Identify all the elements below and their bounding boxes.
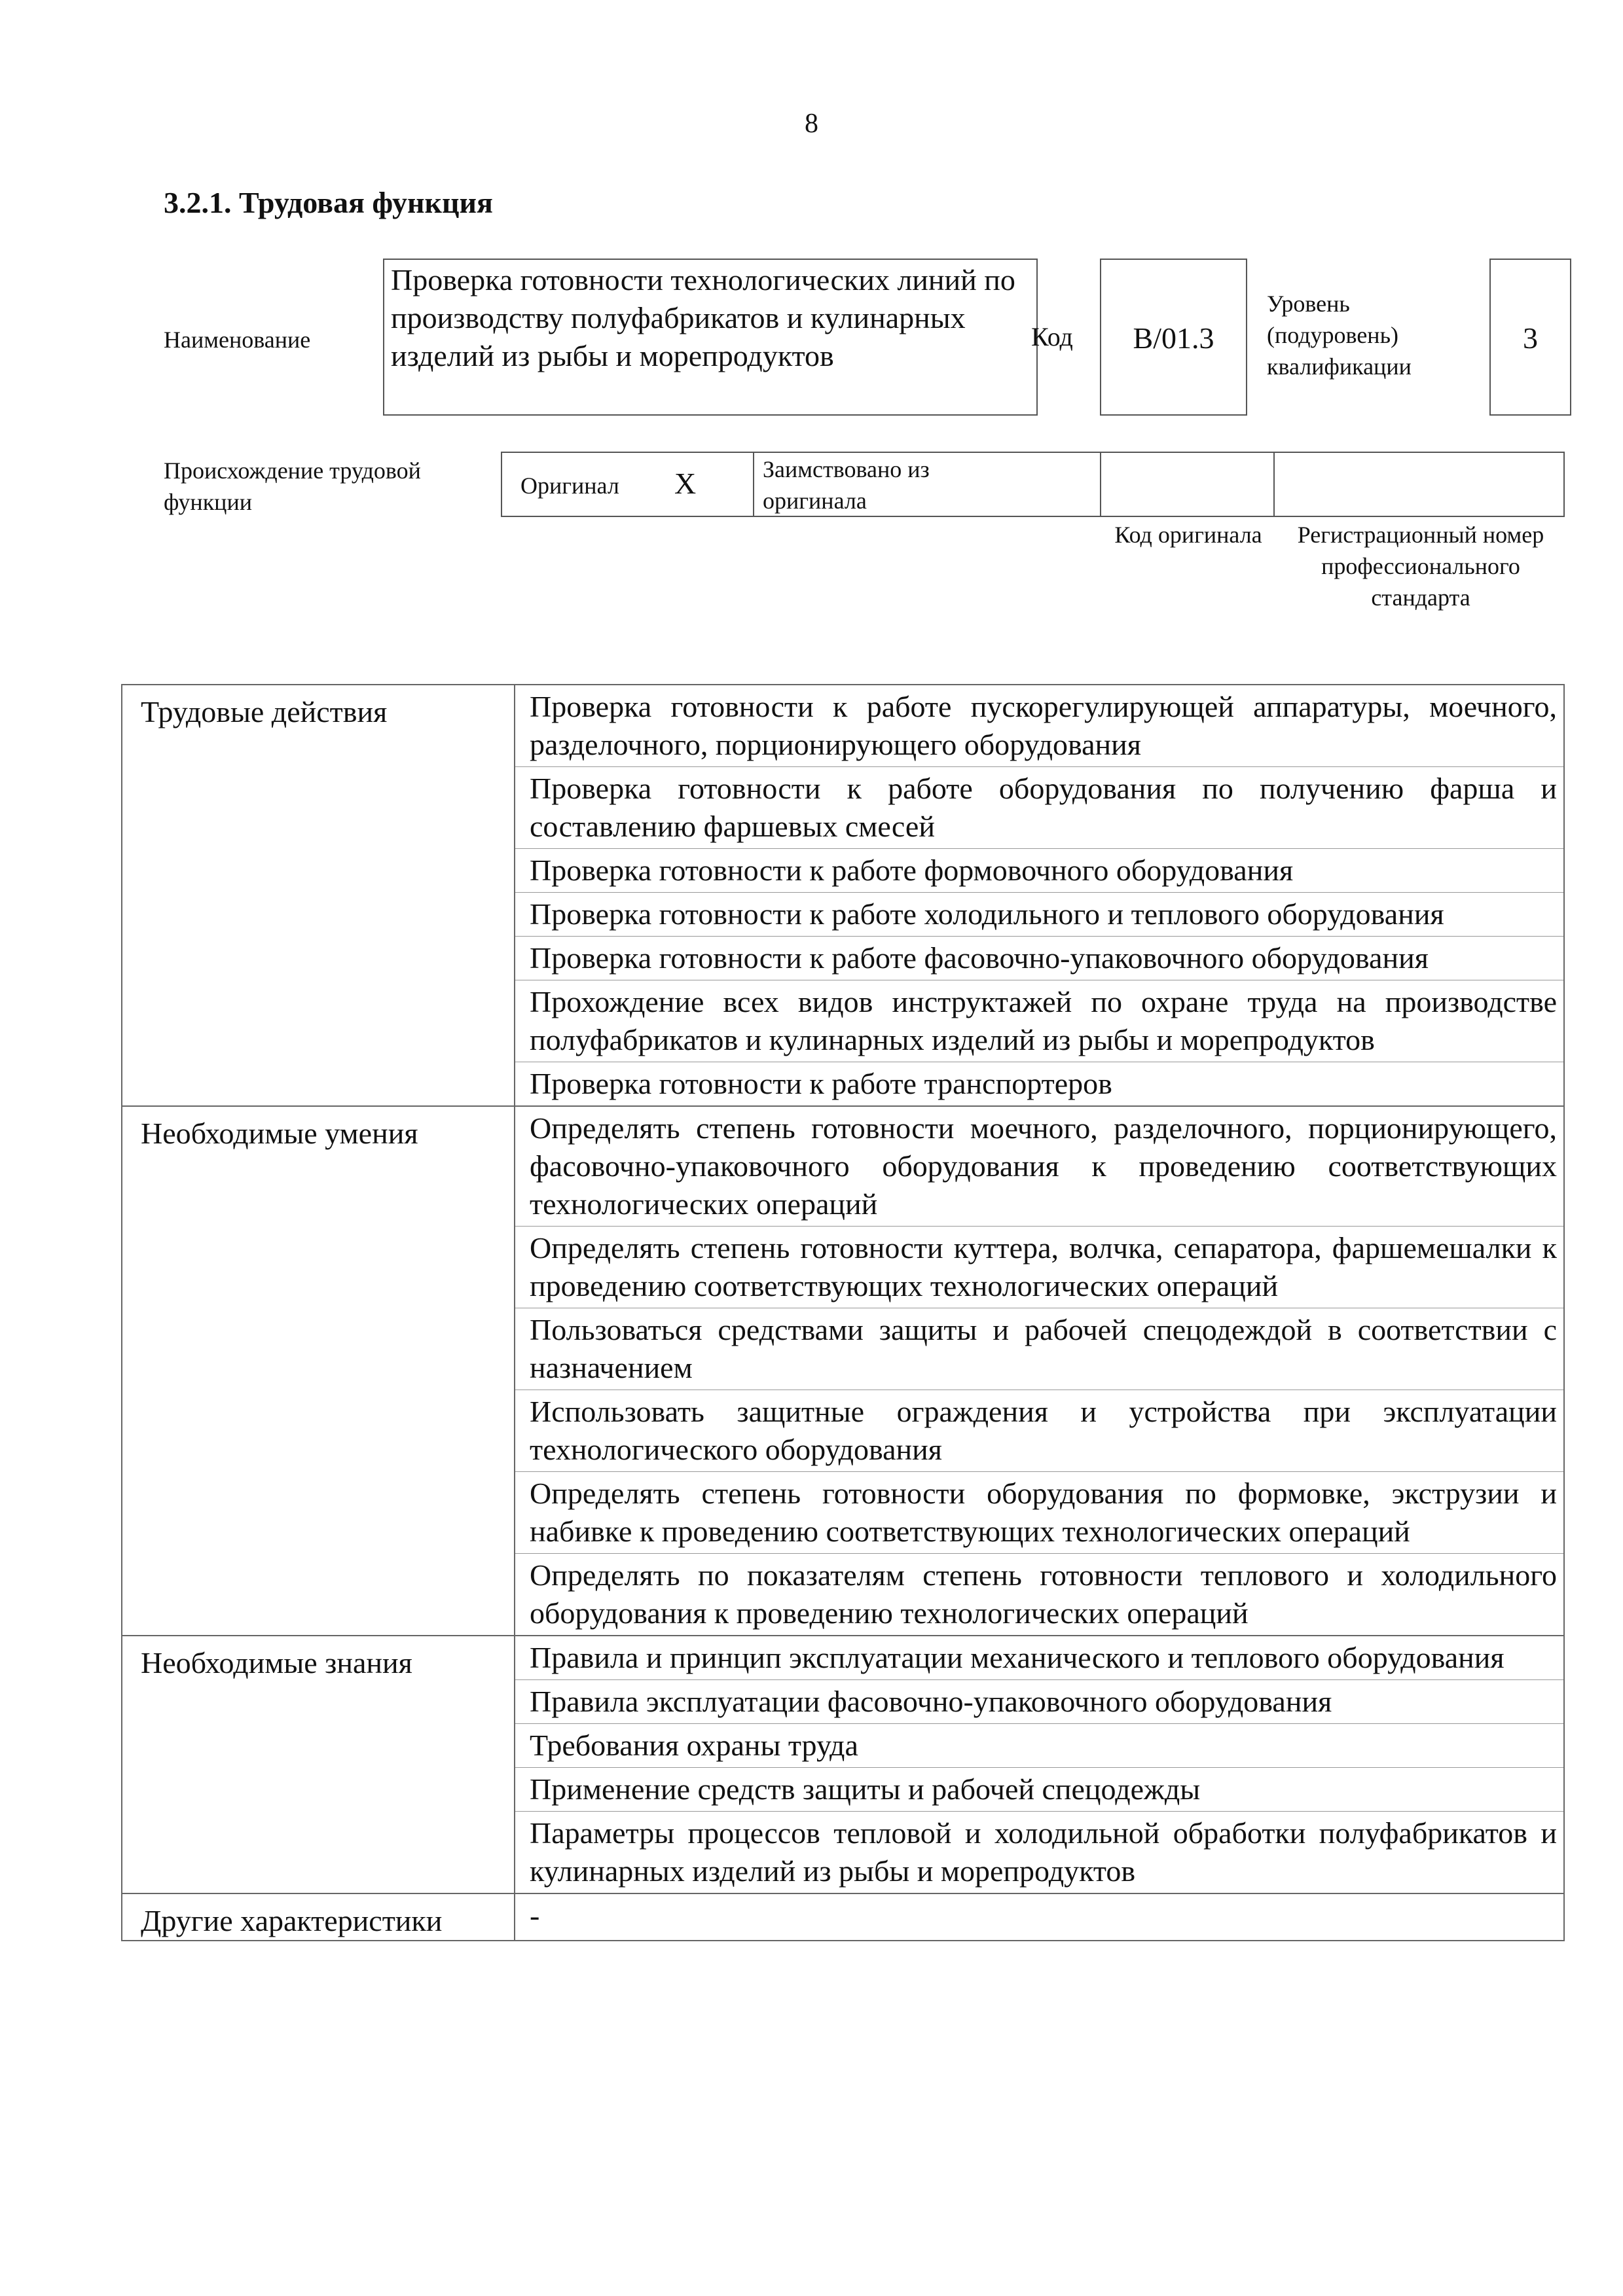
code-value: B/01.3: [1100, 259, 1247, 416]
page-number: 8: [805, 109, 818, 139]
list-item: Проверка готовности к работе формовочного оборудования: [515, 849, 1563, 893]
section-row: [122, 1106, 1564, 1636]
section-items: [515, 685, 1564, 1106]
original-mark: X: [674, 467, 697, 500]
borrowed-label: Заимствовано из оригинала: [763, 456, 930, 514]
section-label: Необходимые умения: [122, 1106, 515, 1636]
code-original-caption: Код оригинала: [1114, 522, 1262, 548]
section-row: [122, 685, 1564, 1106]
list-item: Пользоваться средствами защиты и рабочей спецодеждой в соответствии с назначением: [515, 1308, 1563, 1390]
section-title: 3.2.1. Трудовая функция: [164, 186, 493, 219]
list-item: Требования охраны труда: [515, 1724, 1563, 1768]
list-item: Определять степень готовности куттера, волчка, сепаратора, фаршемешалки к проведению соответствующих технологических операций: [515, 1227, 1563, 1308]
section-row: [122, 1893, 1564, 1941]
origin-divider-2: [1100, 452, 1101, 517]
section-items: [515, 1106, 1564, 1636]
origin-row-frame: [501, 452, 1565, 517]
list-item: Проверка готовности к работе фасовочно-упаковочного оборудования: [515, 937, 1563, 980]
section-items: [515, 1636, 1564, 1893]
list-item: Правила и принцип эксплуатации механического и теплового оборудования: [515, 1636, 1563, 1680]
section-items: [515, 1893, 1564, 1941]
reg-number-caption: Регистрационный номер профессионального стандарта: [1297, 522, 1544, 611]
list-item: Проверка готовности к работе оборудования по получению фарша и составлению фаршевых смесей: [515, 767, 1563, 849]
section-row: [122, 1636, 1564, 1893]
list-item: Проверка готовности к работе холодильного и теплового оборудования: [515, 893, 1563, 937]
name-label: Наименование: [164, 327, 311, 353]
section-label: Другие характеристики: [122, 1893, 515, 1941]
name-value: Проверка готовности технологических линий по производству полуфабрикатов и кулинарных изделий из рыбы и морепродуктов: [383, 259, 1038, 416]
origin-divider-1: [753, 452, 754, 517]
section-label: Трудовые действия: [122, 685, 515, 1106]
code-label: Код: [1031, 322, 1073, 351]
list-item: Определять степень готовности оборудования по формовке, экструзии и набивке к проведению соответствующих технологических операций: [515, 1472, 1563, 1554]
list-item: Параметры процессов тепловой и холодильной обработки полуфабрикатов и кулинарных изделий из рыбы и морепродуктов: [530, 1816, 1557, 1888]
origin-label: Происхождение трудовой функции: [164, 457, 421, 515]
original-label: Оригинал: [520, 473, 619, 499]
list-item: Проверка готовности к работе транспортеров: [530, 1067, 1112, 1100]
list-item: Прохождение всех видов инструктажей по охране труда на производстве полуфабрикатов и кулинарных изделий из рыбы и морепродуктов: [515, 980, 1563, 1062]
list-item: Определять по показателям степень готовности теплового и холодильного оборудования к проведению технологических операций: [530, 1558, 1557, 1630]
list-item: Применение средств защиты и рабочей спецодежды: [515, 1768, 1563, 1812]
list-item: Правила эксплуатации фасовочно-упаковочного оборудования: [515, 1680, 1563, 1724]
section-label: Необходимые знания: [122, 1636, 515, 1893]
list-item: Проверка готовности к работе пускорегулирующей аппаратуры, моечного, разделочного, порционирующего оборудования: [515, 685, 1563, 767]
level-label: Уровень (подуровень) квалификации: [1267, 291, 1412, 380]
list-item: Определять степень готовности моечного, разделочного, порционирующего, фасовочно-упаковочного оборудования к проведению соответствующих технологических операций: [515, 1107, 1563, 1227]
list-item: Использовать защитные ограждения и устройства при эксплуатации технологического оборудования: [515, 1390, 1563, 1472]
origin-divider-3: [1273, 452, 1275, 517]
list-item: -: [530, 1899, 540, 1932]
level-value: 3: [1489, 259, 1571, 416]
function-details-table: [121, 684, 1565, 1941]
